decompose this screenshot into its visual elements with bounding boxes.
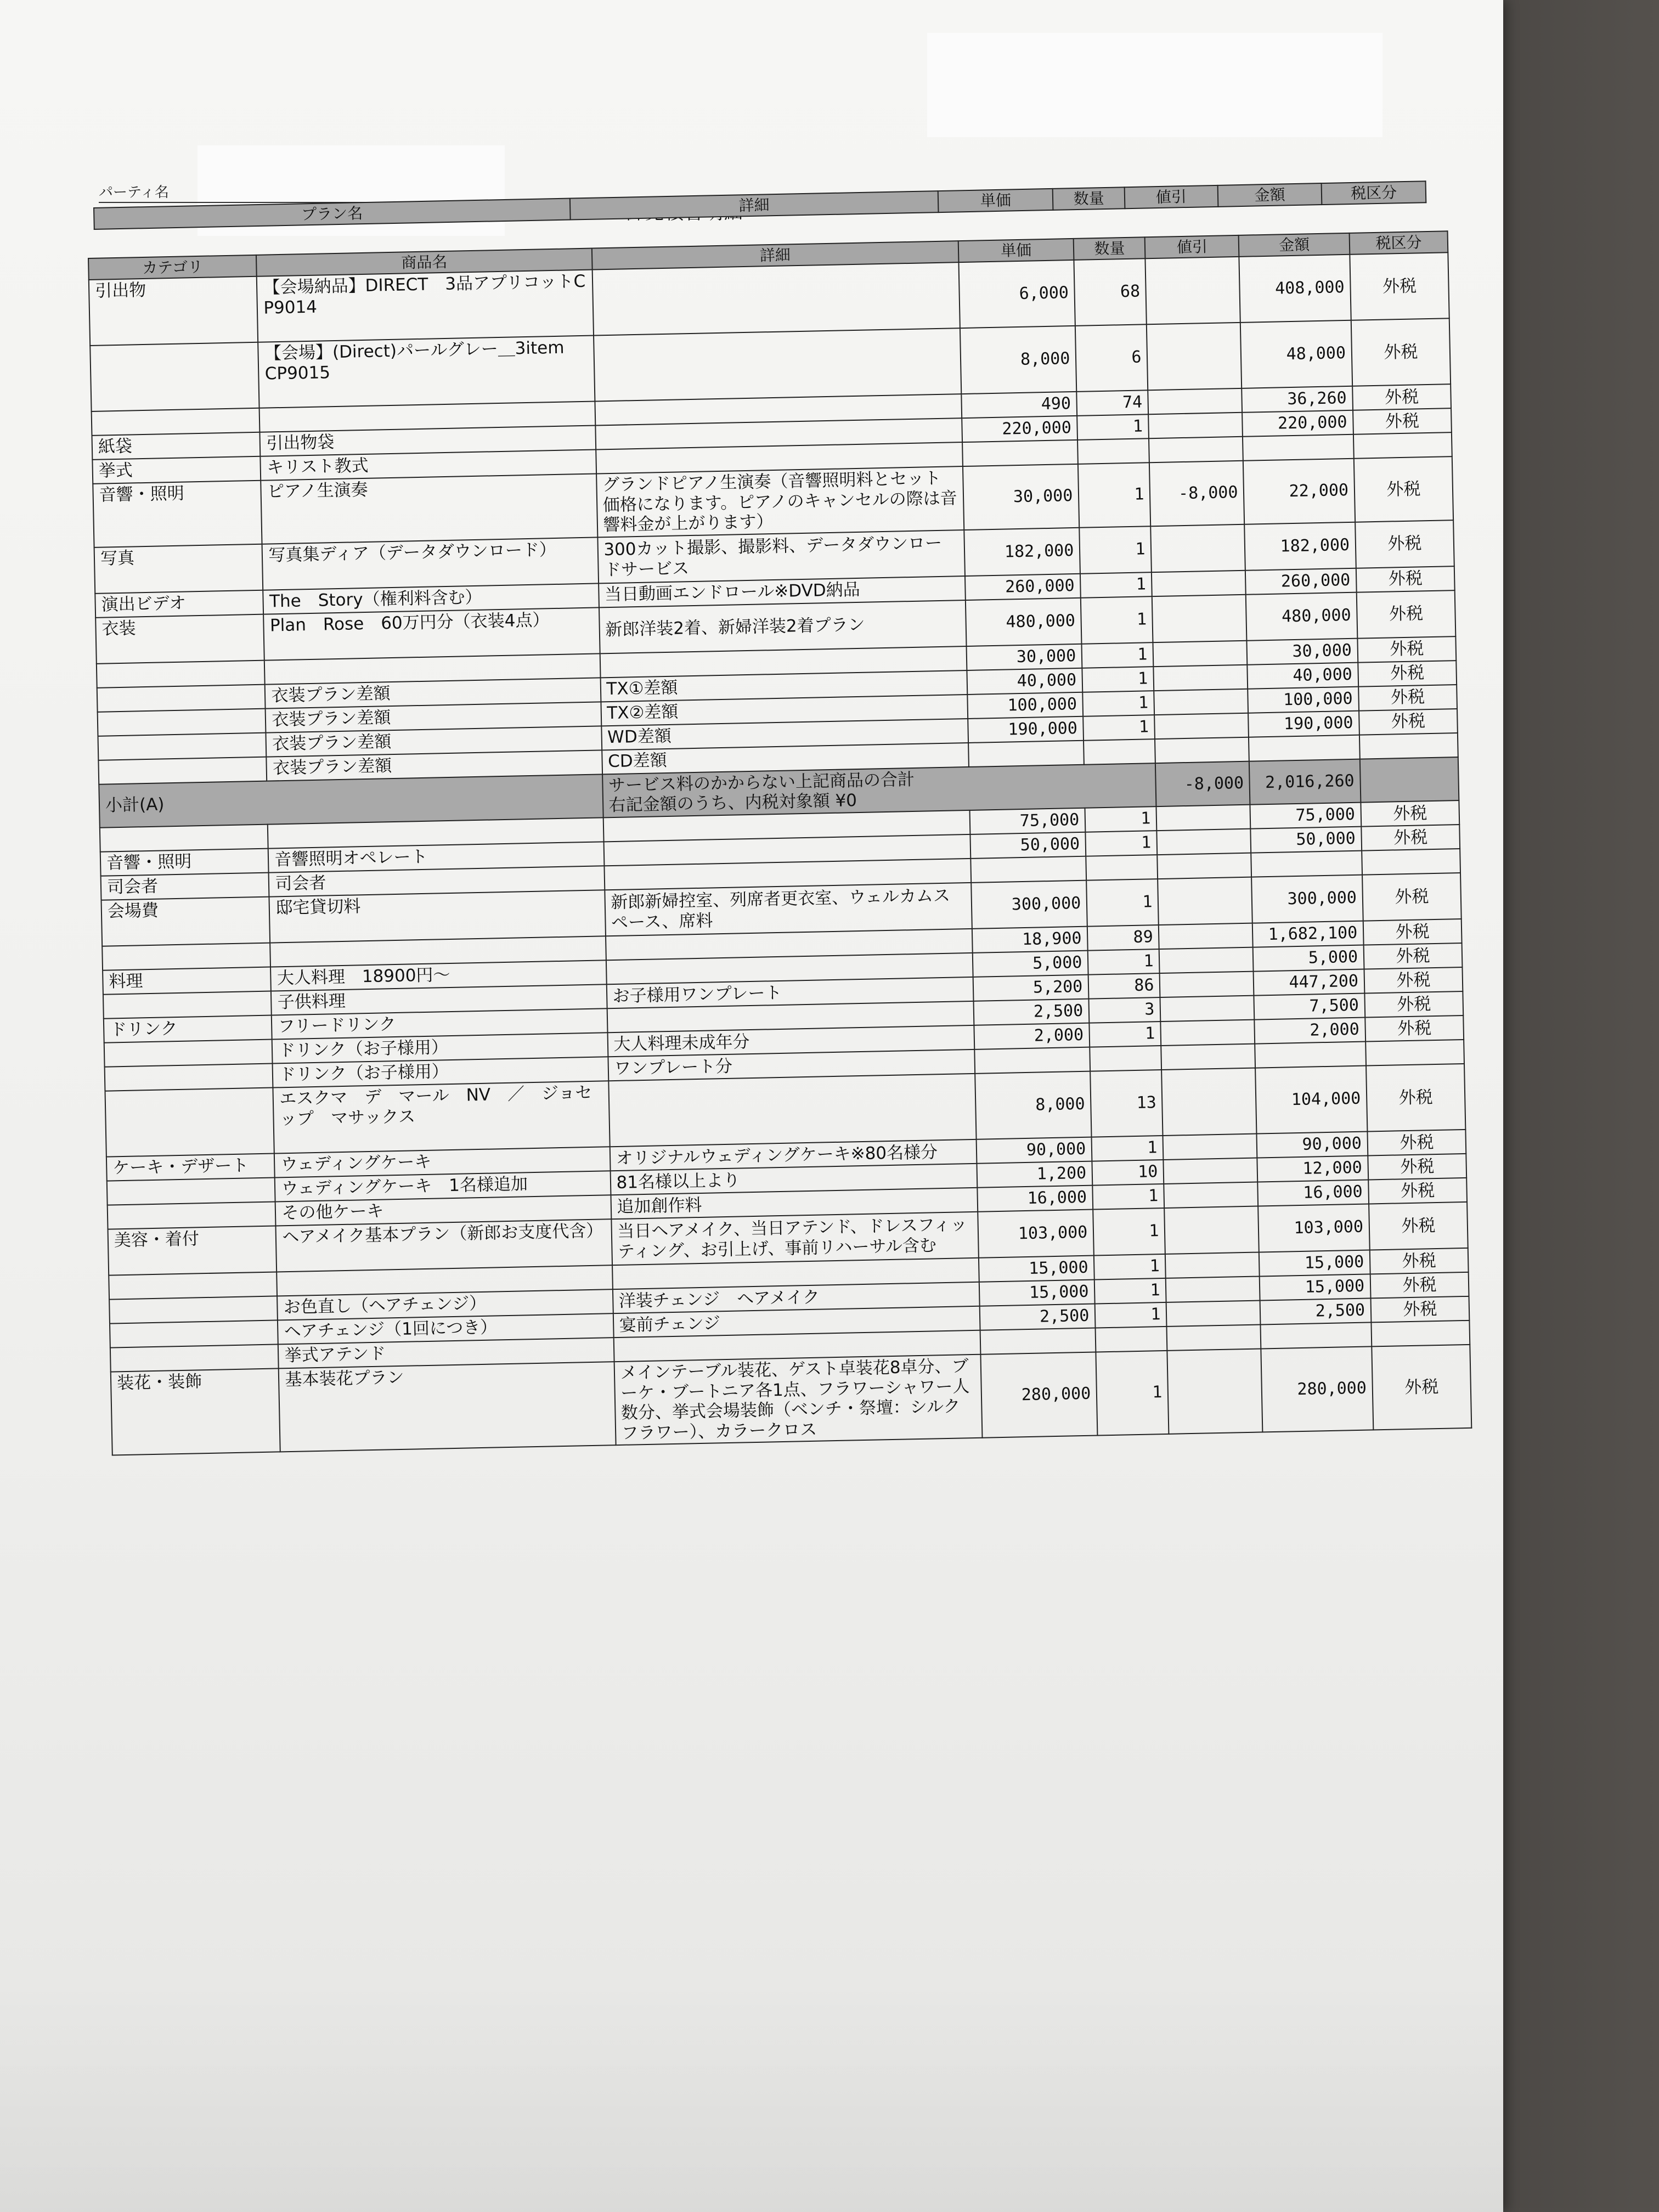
row-detail: オリジナルウェディングケーキ※80名様分: [610, 1139, 977, 1171]
row-tax-type: 外税: [1364, 967, 1463, 994]
col-plan-name: プラン名: [94, 199, 570, 229]
row-discount: [1161, 1020, 1255, 1046]
row-tax-type: [1365, 1040, 1464, 1066]
row-detail: 当日ヘアメイク、当日アテンド、ドレスフィッティング、お引上げ、事前リハーサル含む: [611, 1212, 979, 1265]
row-category: [105, 1087, 274, 1156]
row-category: [98, 732, 266, 760]
row-tax-type: 外税: [1357, 636, 1456, 663]
row-amount: 15,000: [1260, 1274, 1370, 1300]
row-tax-type: [1353, 432, 1452, 459]
row-product-name: 衣装プラン差額: [266, 702, 601, 732]
row-amount: 2,500: [1260, 1298, 1371, 1324]
row-unit-price: 15,000: [979, 1279, 1095, 1306]
row-discount: [1159, 947, 1254, 973]
row-amount: 5,000: [1253, 945, 1364, 971]
col-tax: 税区分: [1350, 231, 1448, 255]
row-category: [109, 1296, 278, 1323]
row-product-name: 基本装花プラン: [279, 1362, 616, 1452]
row-unit-price: 182,000: [964, 528, 1080, 576]
row-category: [90, 342, 259, 411]
row-discount: [1164, 1158, 1258, 1183]
row-amount: 30,000: [1247, 638, 1358, 664]
row-tax-type: 外税: [1352, 384, 1451, 410]
row-product-name: ドリンク（お子様用）: [272, 1032, 608, 1063]
row-detail: 洋装チェンジ ヘアメイク: [612, 1282, 979, 1313]
row-discount: [1147, 323, 1242, 390]
row-qty: 68: [1074, 258, 1147, 326]
row-amount: [1255, 1041, 1366, 1068]
row-detail: グランドピアノ生演奏（音響照明料とセット価格になります。ピアノのキャンセルの際は音響料金が上がります）: [596, 466, 964, 537]
row-category: [103, 991, 272, 1018]
row-qty: [1096, 1327, 1167, 1352]
row-category: 料理: [103, 967, 271, 994]
row-category: [100, 825, 268, 852]
row-tax-type: 外税: [1359, 709, 1458, 735]
row-tax-type: 外税: [1354, 456, 1453, 522]
row-product-name: 【会場納品】DIRECT 3品アプリコットC P9014: [257, 270, 593, 342]
row-discount: [1165, 1206, 1260, 1254]
row-amount: 90,000: [1257, 1131, 1368, 1158]
row-category: [110, 1320, 278, 1347]
estimate-detail-table: [88, 230, 1472, 1456]
row-amount: 16,000: [1258, 1180, 1369, 1206]
row-qty: 1: [1080, 526, 1152, 574]
row-product-name: 司会者: [269, 866, 605, 896]
row-unit-price: 90,000: [976, 1137, 1092, 1164]
row-product-name: 衣装プラン差額: [265, 678, 601, 708]
row-product-name: キリスト教式: [261, 450, 596, 481]
row-amount: [1251, 851, 1362, 877]
row-qty: 1: [1078, 462, 1150, 527]
row-qty: 1: [1095, 1302, 1167, 1328]
row-category: [110, 1344, 279, 1372]
row-qty: 1: [1080, 572, 1152, 598]
row-discount: [1154, 689, 1249, 714]
row-category: [97, 660, 265, 687]
row-discount: [1157, 829, 1251, 855]
row-qty: 1: [1082, 642, 1154, 668]
row-discount: [1160, 996, 1255, 1022]
row-tax-type: 外税: [1356, 566, 1455, 592]
row-detail: 大人料理未成年分: [607, 1025, 974, 1057]
row-category: 紙袋: [92, 432, 261, 460]
row-amount: 300,000: [1252, 875, 1363, 923]
row-discount: [1161, 1044, 1256, 1070]
row-amount: 190,000: [1249, 710, 1359, 737]
col-discount: 値引: [1145, 235, 1239, 258]
row-unit-price: [968, 741, 1084, 767]
row-qty: 1: [1092, 1136, 1164, 1161]
row-category: 挙式: [92, 456, 261, 484]
row-discount: [1167, 1324, 1261, 1350]
row-product-name: 邸宅貸切料: [269, 890, 606, 943]
row-discount: [1154, 664, 1248, 690]
row-category: 写真: [94, 544, 263, 593]
row-amount: 100,000: [1248, 686, 1359, 713]
row-discount: [1163, 1133, 1257, 1159]
row-amount: 1,682,100: [1252, 921, 1363, 947]
row-unit-price: 490: [961, 392, 1077, 418]
subtotal-amount: 2,016,260: [1249, 759, 1361, 804]
row-discount: [1151, 524, 1246, 572]
row-unit-price: [980, 1328, 1096, 1354]
row-qty: 1: [1077, 414, 1149, 440]
row-tax-type: 外税: [1362, 873, 1462, 921]
row-amount: 220,000: [1243, 410, 1353, 437]
row-unit-price: 100,000: [967, 692, 1083, 719]
row-product-name: ウェディングケーキ: [274, 1147, 610, 1177]
row-tax-type: 外税: [1358, 661, 1457, 687]
row-discount: [1167, 1348, 1263, 1434]
row-qty: 89: [1087, 925, 1159, 951]
row-discount: [1156, 805, 1251, 831]
row-discount: [1153, 641, 1248, 667]
row-amount: 15,000: [1259, 1250, 1370, 1276]
row-unit-price: 2,500: [973, 999, 1089, 1025]
row-unit-price: 8,000: [960, 326, 1077, 394]
row-product-name: 衣装プラン差額: [267, 750, 602, 781]
row-amount: 7,500: [1254, 993, 1365, 1019]
row-discount: [1155, 713, 1249, 738]
row-qty: [1090, 1046, 1162, 1071]
row-amount: 103,000: [1259, 1204, 1370, 1252]
row-detail: CD差額: [602, 743, 969, 774]
row-unit-price: 18,900: [972, 927, 1088, 953]
row-unit-price: [970, 856, 1086, 883]
row-tax-type: 外税: [1368, 1154, 1466, 1180]
row-tax-type: 外税: [1366, 1064, 1465, 1132]
row-qty: 1: [1085, 806, 1157, 832]
row-product-name: The Story（権利料含む）: [263, 583, 599, 614]
row-tax-type: 外税: [1355, 520, 1454, 568]
subtotal-note-1: サービス料のかからない上記商品の合計: [608, 769, 915, 795]
row-discount: [1149, 413, 1243, 438]
row-amount: 2,000: [1255, 1017, 1365, 1043]
row-product-name: 衣装プラン差額: [266, 726, 602, 757]
row-unit-price: 260,000: [965, 574, 1081, 600]
row-category: [98, 708, 266, 736]
row-product-name: 【会場】(Direct)パールグレー＿3item CP9015: [258, 336, 595, 408]
row-qty: 1: [1088, 949, 1160, 975]
row-detail: 宴前チェンジ: [613, 1306, 980, 1338]
subtotal-discount: -8,000: [1155, 761, 1250, 806]
row-product-name: ピアノ生演奏: [261, 474, 597, 544]
row-amount: 480,000: [1246, 592, 1357, 640]
row-unit-price: 30,000: [963, 464, 1080, 530]
row-unit-price: 6,000: [958, 260, 1075, 328]
row-qty: 1: [1094, 1254, 1166, 1280]
row-tax-type: 外税: [1350, 252, 1449, 320]
row-qty: 10: [1092, 1160, 1164, 1186]
row-qty: [1084, 739, 1155, 765]
row-unit-price: 50,000: [970, 832, 1086, 859]
row-qty: 13: [1090, 1070, 1163, 1137]
row-product-name: エスクマ デ マール NV ／ ジョセップ マサックス: [273, 1081, 610, 1153]
row-tax-type: 外税: [1361, 825, 1460, 851]
row-unit-price: 16,000: [977, 1186, 1093, 1212]
row-amount: 104,000: [1256, 1065, 1368, 1133]
row-tax-type: [1359, 733, 1458, 759]
row-discount: [1160, 972, 1254, 997]
col-detail: 詳細: [591, 241, 958, 269]
row-category: [109, 1272, 277, 1299]
row-product-name: その他ケーキ: [275, 1195, 611, 1226]
row-amount: [1249, 735, 1359, 761]
row-product-name: 子供料理: [271, 984, 607, 1015]
row-discount: [1159, 923, 1253, 949]
row-detail: 新郎洋装2着、新婦洋装2着プラン: [599, 600, 966, 653]
row-category: [97, 684, 266, 712]
row-amount: 36,260: [1242, 386, 1353, 413]
row-detail: TX①差額: [600, 670, 967, 702]
row-category: [108, 1201, 276, 1229]
row-discount: [1152, 595, 1247, 642]
row-unit-price: 40,000: [967, 668, 1082, 695]
row-product-name: 写真集ディア（データダウンロード）: [262, 537, 599, 590]
row-category: 演出ビデオ: [95, 590, 263, 617]
row-qty: 1: [1086, 831, 1158, 856]
row-discount: [1152, 571, 1246, 596]
row-product-name: フリードリンク: [272, 1008, 607, 1039]
row-product-name: ヘアチェンジ（1回につき）: [278, 1313, 613, 1344]
row-amount: 50,000: [1251, 827, 1362, 853]
row-unit-price: 1,200: [977, 1161, 1092, 1188]
row-discount: -8,000: [1149, 461, 1244, 526]
row-tax-type: [1362, 849, 1460, 875]
row-discount: [1166, 1276, 1260, 1302]
row-discount: [1158, 877, 1253, 925]
row-tax-type: 外税: [1361, 800, 1459, 827]
row-category: [105, 1063, 273, 1091]
row-tax-type: 外税: [1370, 1248, 1469, 1274]
party-name-label: パーティ名: [99, 184, 169, 201]
row-amount: 447,200: [1254, 969, 1364, 995]
row-qty: 86: [1088, 973, 1160, 999]
row-product-name: 挙式アテンド: [278, 1338, 614, 1368]
row-category: [102, 943, 270, 970]
row-discount: [1146, 257, 1240, 324]
row-qty: 1: [1093, 1184, 1165, 1210]
col-product: 商品名: [256, 249, 592, 276]
row-detail: 追加創作料: [611, 1188, 978, 1219]
row-unit-price: 75,000: [969, 808, 1085, 834]
row-unit-price: 190,000: [968, 716, 1084, 743]
row-product-name: ウェディングケーキ 1名様追加: [275, 1171, 611, 1201]
col-unit-price: 単価: [958, 239, 1074, 262]
row-product-name: ヘアメイク基本プラン（新郎お支度代含）: [276, 1219, 612, 1272]
row-discount: [1158, 853, 1252, 879]
row-unit-price: 103,000: [978, 1209, 1094, 1257]
row-unit-price: 5,000: [973, 951, 1088, 977]
row-category: 会場費: [101, 897, 270, 946]
col-qty: 数量: [1053, 187, 1125, 210]
row-category: [98, 757, 267, 784]
row-unit-price: [974, 1047, 1090, 1074]
col-qty: 数量: [1074, 237, 1146, 260]
row-tax-type: 外税: [1364, 943, 1463, 969]
col-detail: 詳細: [570, 191, 939, 219]
row-tax-type: 外税: [1364, 991, 1463, 1018]
row-detail: 300カット撮影、撮影料、データダウンロードサービス: [597, 530, 965, 583]
row-category: [107, 1177, 275, 1205]
row-category: 装花・装飾: [111, 1368, 280, 1455]
row-category: [104, 1039, 273, 1066]
row-category: 美容・着付: [108, 1226, 277, 1275]
row-detail: [608, 1074, 977, 1147]
row-detail: TX②差額: [601, 695, 968, 726]
row-discount: [1155, 737, 1249, 763]
row-discount: [1162, 1068, 1257, 1135]
row-discount: [1165, 1252, 1260, 1278]
row-unit-price: 480,000: [966, 598, 1082, 646]
row-product-name: Plan Rose 60万円分（衣装4点）: [264, 607, 600, 660]
row-discount: [1148, 388, 1243, 414]
row-unit-price: 280,000: [980, 1352, 1097, 1438]
row-tax-type: 外税: [1370, 1272, 1469, 1299]
row-category: ケーキ・デザート: [106, 1153, 275, 1181]
row-detail: 新郎新婦控室、列席者更衣室、ウェルカムスペース、席料: [605, 883, 972, 936]
row-unit-price: 300,000: [971, 881, 1087, 929]
row-qty: 1: [1086, 879, 1159, 927]
row-tax-type: 外税: [1357, 590, 1456, 639]
row-amount: 12,000: [1257, 1155, 1368, 1182]
row-qty: 1: [1094, 1278, 1166, 1304]
row-unit-price: [962, 440, 1078, 466]
row-tax-type: 外税: [1371, 1296, 1470, 1323]
row-amount: 280,000: [1261, 1346, 1374, 1432]
row-unit-price: 2,000: [974, 1023, 1090, 1049]
row-unit-price: 15,000: [979, 1255, 1094, 1282]
row-qty: 1: [1083, 691, 1155, 716]
row-amount: [1243, 435, 1353, 461]
row-amount: 408,000: [1239, 255, 1351, 323]
row-discount: [1149, 437, 1243, 462]
row-category: 衣装: [95, 614, 264, 663]
redacted-area: [927, 33, 1383, 137]
row-detail: メインテーブル装花、ゲスト卓装花8卓分、ブーケ・ブートニア各1点、フラワーシャワー人数分、挙式会場装飾（ベンチ・祭壇：シルクフラワー）、カラークロス: [614, 1355, 982, 1446]
row-product-name: 引出物袋: [260, 426, 596, 456]
row-product-name: 大人料理 18900円～: [270, 960, 606, 991]
shadow-overlay: [0, 1975, 1503, 2212]
row-qty: 1: [1096, 1351, 1169, 1436]
col-unit-price: 単価: [938, 189, 1053, 212]
row-unit-price: 220,000: [962, 416, 1077, 442]
row-amount: 48,000: [1240, 320, 1352, 388]
col-category: カテゴリ: [88, 255, 257, 280]
row-qty: 1: [1081, 596, 1153, 644]
row-amount: 260,000: [1245, 568, 1356, 594]
row-product-name: お色直し（ヘアチェンジ）: [278, 1289, 613, 1320]
subtotal-note-2: 右記金額のうち、内税対象額 ¥0: [608, 791, 857, 816]
row-tax-type: 外税: [1363, 919, 1462, 945]
row-tax-type: 外税: [1367, 1130, 1466, 1156]
row-amount: [1261, 1322, 1372, 1348]
row-unit-price: 8,000: [975, 1071, 1092, 1139]
row-amount: 22,000: [1243, 459, 1355, 524]
row-category: 音響・照明: [100, 849, 269, 876]
row-qty: 1: [1093, 1208, 1165, 1256]
row-tax-type: 外税: [1369, 1202, 1468, 1250]
row-qty: 1: [1083, 715, 1155, 741]
subtotal-label: 小計(A): [99, 774, 603, 828]
row-tax-type: 外税: [1353, 408, 1452, 435]
row-tax-type: 外税: [1365, 1015, 1464, 1042]
row-qty: 74: [1077, 390, 1149, 416]
row-detail: ワンプレート分: [608, 1049, 975, 1081]
row-discount: [1164, 1182, 1259, 1207]
row-qty: [1086, 855, 1158, 881]
row-qty: 1: [1090, 1022, 1161, 1047]
col-amount: 金額: [1239, 233, 1350, 257]
row-category: [92, 408, 260, 436]
row-tax-type: 外税: [1358, 685, 1457, 711]
row-category: 音響・照明: [93, 481, 262, 548]
row-tax-type: [1371, 1321, 1470, 1347]
row-detail: [594, 328, 962, 401]
row-category: 引出物: [89, 276, 258, 346]
col-amount: 金額: [1217, 183, 1322, 207]
row-product-name: ドリンク（お子様用）: [273, 1057, 608, 1087]
row-amount: 75,000: [1250, 803, 1361, 829]
row-tax-type: 外税: [1351, 318, 1451, 386]
row-qty: 3: [1089, 997, 1161, 1023]
row-detail: WD差額: [601, 719, 968, 750]
row-amount: 40,000: [1248, 662, 1358, 689]
row-detail: 81名様以上より: [610, 1164, 977, 1195]
row-detail: 当日動画エンドロール※DVD納品: [599, 576, 966, 607]
row-qty: 6: [1075, 324, 1148, 392]
row-detail: お子様用ワンプレート: [606, 977, 973, 1008]
row-amount: 182,000: [1245, 522, 1356, 570]
row-unit-price: 5,200: [973, 975, 1088, 1001]
row-qty: 1: [1082, 667, 1154, 692]
row-unit-price: 2,500: [980, 1304, 1096, 1330]
row-tax-type: 外税: [1372, 1345, 1471, 1430]
col-discount: 値引: [1125, 185, 1218, 208]
row-unit-price: 30,000: [966, 644, 1082, 670]
row-category: ドリンク: [104, 1015, 272, 1042]
row-tax-type: 外税: [1368, 1178, 1467, 1204]
row-product-name: 音響照明オペレート: [268, 842, 604, 872]
row-qty: [1077, 438, 1149, 464]
row-detail: [592, 262, 960, 335]
col-tax: 税区分: [1322, 181, 1426, 205]
row-category: 司会者: [101, 873, 269, 900]
row-discount: [1166, 1300, 1261, 1326]
